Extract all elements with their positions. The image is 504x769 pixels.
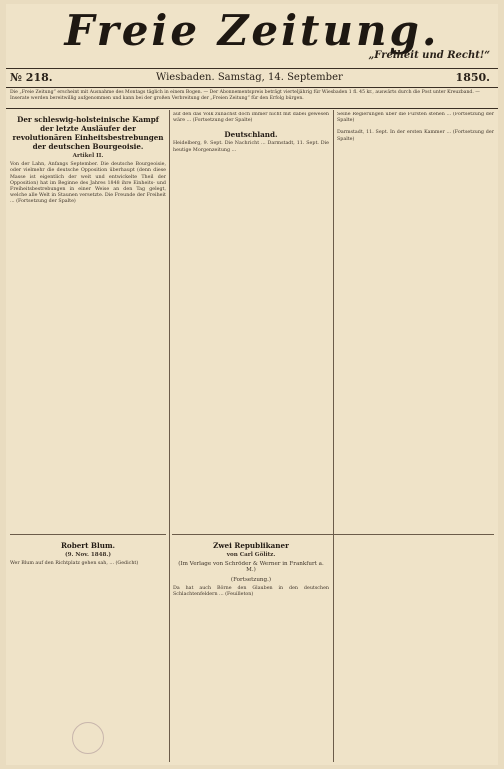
column-1 <box>10 112 166 532</box>
feuilleton-publisher: (Im Verlage von Schröder & Werner in Frankfurt a. M.) <box>178 561 324 574</box>
dateline <box>6 70 498 86</box>
column-3-body: Seine Regierungen über die Fürsten stehen ... (Fortsetzung der Spalte) <box>337 112 494 124</box>
subscription-notice: Die „Freie Zeitung“ erscheint mit Ausnahme des Montags täglich in einem Bogen. — Der Abonnementspreis beträgt vierteljährig für Wiesbaden 1 fl. 45 kr., auswärts durch die Post unter Kreuzband. — Inserate werden bereitwillig aufgenommen und kann bei der großen Verbreitung der „Freien Zeitung“ für den Erfolg bürgen. <box>10 90 480 101</box>
article-subheading: Artikel II. <box>72 153 104 159</box>
newspaper-motto: „Freiheit und Recht!“ <box>368 50 490 61</box>
top-rule <box>6 68 498 69</box>
column-2 <box>173 112 329 532</box>
newspaper-page <box>6 4 498 765</box>
germany-heading: Deutschland. <box>224 130 278 140</box>
article-body: Von der Lahn, Anfangs September. Die deutsche Bourgeoisie, oder vielmehr die deutsche Opposition überhaupt (denn diese Masse ist eigentlich der weit und entwickelte Theil der Opposition) hat im Beginne des Jahres 1848 ihre Einheits- und Freiheitsbestrebungen in einer Weise an den Tag gelegt, welche alle Welt in Staunen versetzte. Die Freunde der Freiheit ... (Fortsetzung der Spalte) <box>10 162 166 205</box>
feuilleton-continuation: (Fortsetzung.) <box>230 576 272 583</box>
feuilleton-rule <box>172 534 494 535</box>
feuilleton <box>173 538 329 763</box>
column-2-body: auf den das Volk zunächst doch immer nicht mit dabei gewesen wäre ... (Fortsetzung der Spalte) <box>173 112 329 124</box>
column-divider-1 <box>169 110 170 762</box>
column-3 <box>337 112 494 532</box>
notice-rule <box>6 108 498 109</box>
poem-subtitle: (9. Nov. 1848.) <box>64 552 112 558</box>
column-divider-2 <box>333 110 334 762</box>
place-date: Wiesbaden. Samstag, 14. September <box>156 72 343 83</box>
poem-title: Robert Blum. <box>60 541 116 550</box>
issue-year: 1850. <box>455 71 490 84</box>
article-heading: Der schleswig-holsteinische Kampf der letzte Ausläufer der revolutionären Einheitsbestrebungen der deutschen Bourgeoisie. <box>12 115 164 151</box>
feuilleton-body: Da hat auch Börne den Glauben in den deutschen Schlachtenfeldern ... (Feuilleton) <box>173 585 329 598</box>
issue-number: № 218. <box>10 71 53 84</box>
feuilleton-author: von Carl Gölitz. <box>226 552 276 558</box>
library-stamp <box>72 722 104 754</box>
germany-body: Heidelberg, 9. Sept. Die Nachricht ... Darmstadt, 11. Sept. Die heutige Morgenzeitung ... <box>173 141 329 153</box>
dateline-rule <box>6 87 498 88</box>
poem-body: Wer Blum auf den Richtplatz gehen sah, ... (Gedicht) <box>10 561 139 567</box>
column-1-divider <box>10 534 166 535</box>
newspaper-title: Freie Zeitung. <box>64 6 440 55</box>
feuilleton-title: Zwei Republikaner <box>213 541 289 550</box>
column-3-body-2: Darmstadt, 11. Sept. In der ersten Kammer ... (Fortsetzung der Spalte) <box>337 130 494 142</box>
